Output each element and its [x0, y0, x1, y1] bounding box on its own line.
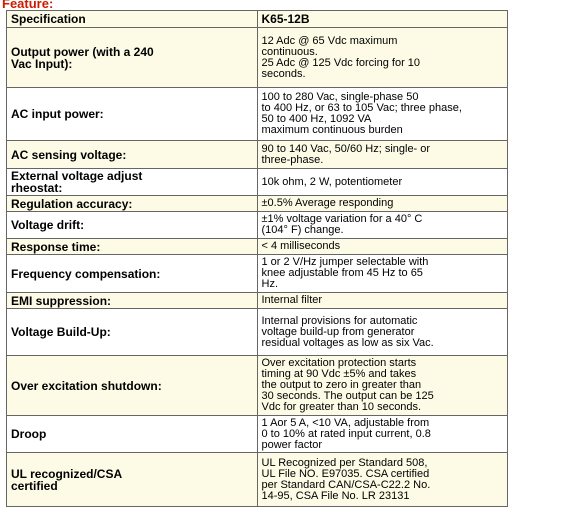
spec-label — [7, 141, 258, 169]
spec-label-line: Frequency compensation: — [11, 266, 161, 281]
spec-value — [257, 141, 508, 169]
spec-value-line: 10k ohm, 2 W, potentiometer — [261, 175, 403, 188]
spec-label-line: Response time: — [11, 239, 101, 254]
spec-label-line: Voltage drift: — [11, 218, 85, 232]
spec-value-line: per Standard CAN/CSA-C22.2 No. — [261, 478, 431, 491]
spec-label-line: Over excitation shutdown: — [11, 378, 162, 393]
spec-value — [257, 28, 508, 88]
spec-label-line: Regulation accuracy: — [11, 196, 133, 211]
spec-label-line: AC input power: — [11, 107, 104, 121]
spec-label — [7, 416, 258, 453]
spec-label — [7, 239, 258, 255]
spec-row — [7, 196, 508, 212]
spec-row — [7, 212, 508, 239]
spec-value — [257, 356, 508, 416]
spec-label — [7, 196, 258, 212]
spec-value-line: 30 seconds. The output can be 125 — [261, 390, 434, 402]
spec-row — [7, 88, 508, 141]
spec-label-line: External voltage adjust — [11, 169, 143, 183]
spec-value-line: 90 to 140 Vac, 50/60 Hz; single- or — [261, 142, 431, 155]
spec-label — [7, 28, 258, 88]
spec-label-line: Droop — [11, 427, 47, 441]
spec-value-line: the output to zero in greater than — [261, 379, 422, 391]
spec-value-line: 12 Adc @ 65 Vdc maximum — [261, 34, 398, 47]
spec-label — [7, 212, 258, 239]
spec-value-line: continuous. — [261, 45, 318, 58]
spec-row — [7, 255, 508, 293]
spec-value-line: to 400 Hz, or 63 to 105 Vac; three phase, — [261, 102, 462, 114]
spec-value-line: UL File NO. E97035. CSA certified — [261, 467, 430, 480]
spec-value-line: ±1% voltage variation for a 40° C — [261, 213, 423, 225]
spec-value-line: < 4 milliseconds — [261, 240, 341, 252]
spec-value-line: 1 or 2 V/Hz jumper selectable with — [261, 256, 429, 268]
spec-value-line: 50 to 400 Hz, 1092 VA — [261, 113, 372, 125]
spec-row — [7, 28, 508, 88]
specification-column-header: Specification — [7, 11, 258, 28]
spec-row — [7, 141, 508, 169]
spec-value — [257, 196, 508, 212]
spec-row — [7, 356, 508, 416]
spec-value-line: three-phase. — [261, 153, 324, 166]
spec-label-line: UL recognized/CSA — [11, 466, 123, 481]
spec-row — [7, 416, 508, 453]
spec-value-line: Vdc for greater than 10 seconds. — [261, 401, 422, 413]
spec-label — [7, 356, 258, 416]
spec-label-line: certified — [11, 478, 58, 493]
spec-value-line: seconds. — [261, 67, 306, 80]
spec-label-line: Vac Input): — [11, 56, 73, 71]
spec-value-line: 100 to 280 Vac, single-phase 50 — [261, 91, 419, 103]
spec-value — [257, 88, 508, 141]
spec-value-line: 1 Aor 5 A, <10 VA, adjustable from — [261, 416, 430, 429]
spec-value — [257, 293, 508, 309]
spec-label — [7, 255, 258, 293]
spec-value-line: 14-95, CSA File No. LR 23131 — [261, 489, 410, 502]
spec-label-line: rheostat: — [11, 181, 63, 195]
spec-row — [7, 293, 508, 309]
spec-label-line: Output power (with a 240 — [11, 44, 154, 59]
spec-value-line: UL Recognized per Standard 508, — [261, 456, 428, 469]
spec-value-line: 0 to 10% at rated input current, 0.8 — [261, 427, 431, 440]
spec-label — [7, 453, 258, 507]
spec-value — [257, 416, 508, 453]
spec-label-line: AC sensing voltage: — [11, 147, 127, 162]
spec-label — [7, 309, 258, 356]
spec-row — [7, 169, 508, 196]
spec-value-line: Hz. — [261, 278, 278, 290]
spec-value-line: power factor — [261, 438, 323, 451]
spec-label — [7, 293, 258, 309]
spec-label-line: Voltage Build-Up: — [11, 325, 111, 339]
spec-value-line: (104° F) change. — [261, 224, 344, 236]
spec-value — [257, 239, 508, 255]
spec-value-line: ±0.5% Average responding — [261, 197, 394, 209]
spec-value — [257, 453, 508, 507]
spec-value-line: Internal provisions for automatic — [261, 314, 418, 327]
spec-value — [257, 309, 508, 356]
spec-value — [257, 212, 508, 239]
spec-value-line: residual voltages as low as six Vac. — [261, 336, 434, 349]
specification-table — [6, 10, 508, 507]
spec-value-line: maximum continuous burden — [261, 124, 403, 136]
spec-value-line: timing at 90 Vdc ±5% and takes — [261, 368, 417, 380]
spec-value — [257, 169, 508, 196]
spec-value-line: knee adjustable from 45 Hz to 65 — [261, 267, 423, 279]
spec-value-line: 25 Adc @ 125 Vdc forcing for 10 — [261, 56, 421, 69]
spec-label — [7, 88, 258, 141]
header-row — [7, 11, 508, 28]
spec-value-line: Internal filter — [261, 294, 323, 306]
spec-row — [7, 453, 508, 507]
spec-row — [7, 309, 508, 356]
spec-label — [7, 169, 258, 196]
feature-heading: Feature: — [2, 0, 54, 11]
spec-label-line: EMI suppression: — [11, 293, 112, 308]
spec-value-line: Over excitation protection starts — [261, 357, 417, 369]
spec-row — [7, 239, 508, 255]
spec-value — [257, 255, 508, 293]
model-column-header: K65-12B — [257, 11, 508, 28]
spec-value-line: voltage build-up from generator — [261, 325, 415, 338]
